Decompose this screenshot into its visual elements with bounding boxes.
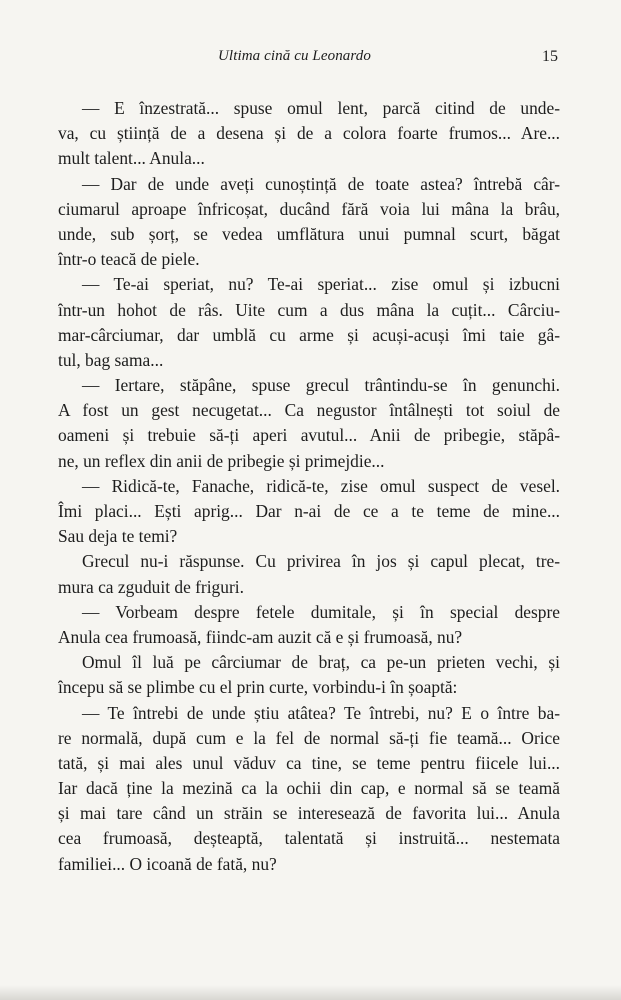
- text-line: va, cu știință de a desena și de a colora foarte frumos... Are...: [58, 123, 560, 144]
- text-line: Grecul nu-i răspunse. Cu privirea în jos și capul plecat, tre-: [82, 551, 560, 572]
- text-line: — Te întrebi de unde știu atâtea? Te întrebi, nu? E o între ba-: [82, 702, 560, 723]
- text-line: — E înzestrată... spuse omul lent, parcă citind de unde-: [82, 98, 560, 118]
- text-line: — Dar de unde aveți cunoștință de toate astea? întrebă câr-: [82, 173, 560, 194]
- page-number: 15: [542, 48, 558, 65]
- text-line: tul, bag sama...: [58, 349, 164, 370]
- text-line: — Ridică-te, Fanache, ridică-te, zise omul suspect de vesel.: [82, 475, 560, 496]
- text-line: familiei... O icoană de fată, nu?: [58, 853, 277, 874]
- text-line: ne, un reflex din anii de pribegie și primejdie...: [58, 450, 385, 471]
- text-line: Anula cea frumoasă, fiindc-am auzit că e și frumoasă, nu?: [58, 626, 463, 647]
- text-line: începu să se plimbe cu el prin curte, vorbindu-i în șoaptă:: [58, 677, 458, 698]
- text-line: unde, sub șorț, se vedea umflătura unui pumnal scurt, băgat: [58, 223, 560, 244]
- text-line: Îmi placi... Ești aprig... Dar n-ai de ce a te teme de mine...: [58, 501, 560, 521]
- text-line: ciumarul aproape înfricoșat, ducând fără voia lui mâna la brâu,: [58, 198, 560, 219]
- text-line: într-un hohot de râs. Uite cum a dus mâna la cuțit... Cârciu-: [58, 299, 560, 320]
- text-line: și mai tare când un străin se interesează de favorita lui... Anula: [58, 803, 560, 824]
- text-line: mura ca zguduit de friguri.: [58, 576, 244, 597]
- text-line: mult talent... Anula...: [58, 148, 205, 169]
- text-line: oameni și trebuie să-ți aperi avutul... Anii de pribegie, stăpâ-: [58, 425, 560, 446]
- text-line: Iar dacă ține la mezină ca la ochii din cap, e normal să se teamă: [58, 778, 560, 799]
- text-line: — Iertare, stăpâne, spuse grecul trântindu-se în genunchi.: [82, 375, 560, 396]
- body-text: [58, 96, 560, 877]
- text-line: — Te-ai speriat, nu? Te-ai speriat... zise omul și izbucni: [82, 274, 560, 295]
- text-line: — Vorbeam despre fetele dumitale, și în special despre: [82, 601, 560, 622]
- text-line: re normală, după cum e la fel de normal să-ți fie teamă... Orice: [58, 727, 560, 748]
- text-line: mar-cârciumar, dar umblă cu arme și acuși-acuși îmi taie gâ-: [58, 324, 560, 345]
- text-line: Omul îl luă pe cârciumar de braț, ca pe-un prieten vechi, și: [82, 652, 560, 673]
- page-header: [0, 48, 621, 72]
- running-title: Ultima cină cu Leonardo: [218, 48, 371, 64]
- page-edge-shadow: [0, 985, 621, 1000]
- text-line: într-o teacă de piele.: [58, 249, 200, 270]
- text-line: Sau deja te temi?: [58, 526, 178, 547]
- text-line: tată, și mai ales unul văduv ca tine, se teme pentru fiicele lui...: [58, 752, 560, 773]
- text-line: cea frumoasă, deșteaptă, talentată și instruită... nestemata: [58, 828, 560, 849]
- text-line: A fost un gest necugetat... Ca negustor întâlnești tot soiul de: [58, 400, 560, 421]
